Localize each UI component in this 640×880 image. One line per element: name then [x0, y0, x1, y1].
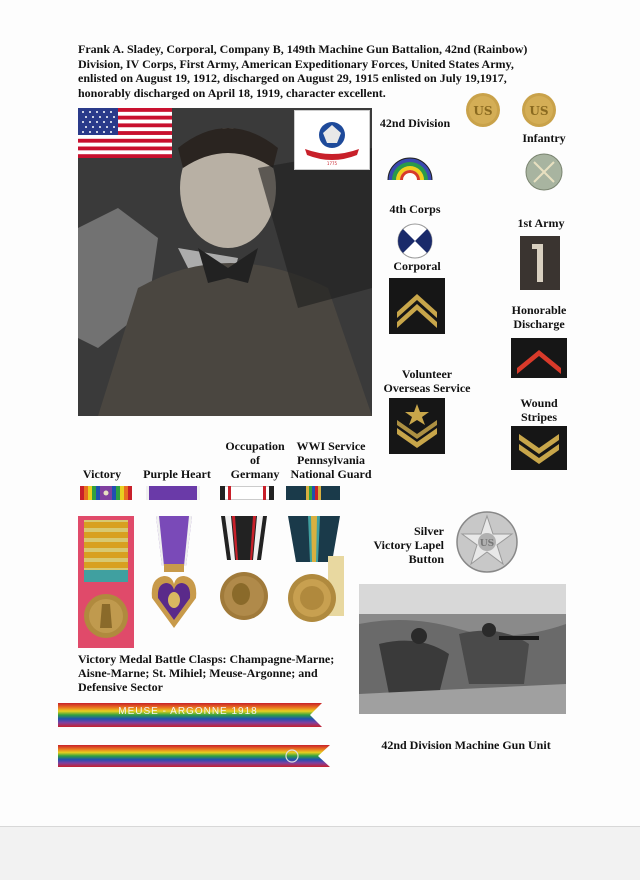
caption-wound-line2: Stripes	[521, 410, 557, 424]
caption-4th-corps: 4th Corps	[389, 202, 441, 216]
wwi-service-medal-image	[284, 516, 344, 628]
caption-infantry: Infantry	[522, 131, 566, 145]
army-flag	[294, 110, 370, 170]
caption-honorable-line1: Honorable	[511, 303, 567, 317]
svg-text:US: US	[529, 104, 549, 118]
caption-volunteer-line1: Volunteer	[401, 367, 453, 381]
caption-occupation-line3: Germany	[230, 467, 280, 481]
wwi-service-ribbon-icon	[286, 486, 340, 500]
caption-1st-army: 1st Army	[517, 216, 565, 230]
machine-gun-unit-photo	[359, 584, 566, 714]
caption-volunteer-line2: Overseas Service	[383, 381, 471, 395]
caption-occupation-line2: of	[250, 453, 260, 467]
volunteer-service-chevron-icon	[389, 398, 445, 454]
caption-corporal: Corporal	[393, 259, 441, 273]
caption-wwi-line2: Pennsylvania	[296, 453, 365, 467]
collar-disc-us-icon	[465, 92, 501, 128]
caption-purple-heart: Purple Heart	[143, 467, 211, 481]
streamer-plain	[58, 745, 330, 767]
caption-occupation-line1: Occupation	[225, 439, 285, 453]
caption-wound-line1: Wound	[520, 396, 558, 410]
caption-victory: Victory	[82, 467, 122, 481]
purple-heart-medal-image	[146, 516, 202, 630]
us-flag	[78, 108, 172, 158]
first-army-patch-icon	[520, 236, 560, 290]
caption-lapel-line2: Victory Lapel	[373, 538, 444, 552]
occupation-ribbon-icon	[220, 486, 274, 500]
wound-stripes-chevron-icon	[511, 426, 567, 470]
page-bottom-edge	[0, 826, 640, 880]
streamer-inscription: MEUSE - ARGONNE 1918	[118, 706, 258, 717]
honorable-discharge-chevron-icon	[511, 338, 567, 378]
rainbow-patch-icon	[385, 134, 435, 184]
corps-patch-icon	[396, 222, 434, 260]
svg-text:US: US	[479, 539, 495, 549]
corporal-chevron-icon	[389, 278, 445, 334]
clasps-line2: Aisne-Marne; St. Mihiel; Meuse-Argonne; and	[78, 666, 318, 680]
purple-heart-ribbon-icon	[146, 486, 200, 500]
occupation-medal-image	[217, 516, 271, 624]
svg-text:US: US	[473, 104, 493, 118]
infantry-disc-icon	[524, 152, 564, 192]
caption-wwi-line3: National Guard	[290, 467, 372, 481]
clasps-line3: Defensive Sector	[78, 680, 163, 694]
intro-paragraph: Frank A. Sladey, Corporal, Company B, 149th Machine Gun Battalion, 42nd (Rainbow) Division, IV Corps, First Army, American Expeditionary Forces, United States Army, enlisted on August 19, 1912, discharged on August 29, 1915 enlisted on July 19,1917, honorably discharged on April 18, 1919, character excellent.	[78, 42, 528, 100]
svg-text:1775: 1775	[326, 161, 338, 166]
clasps-line1: Victory Medal Battle Clasps: Champagne-Marne;	[78, 652, 335, 666]
victory-ribbon-icon	[80, 486, 132, 500]
caption-honorable-line2: Discharge	[513, 317, 565, 331]
photo-caption: 42nd Division Machine Gun Unit	[381, 738, 551, 752]
silver-lapel-button-icon	[455, 510, 519, 574]
caption-wwi-line1: WWI Service	[296, 439, 366, 453]
caption-lapel-line1: Silver	[414, 524, 444, 538]
caption-lapel-line3: Button	[408, 552, 444, 566]
collar-disc-us-2-icon	[521, 92, 557, 128]
victory-medal-image	[78, 516, 134, 648]
caption-42nd-division: 42nd Division	[379, 116, 451, 130]
